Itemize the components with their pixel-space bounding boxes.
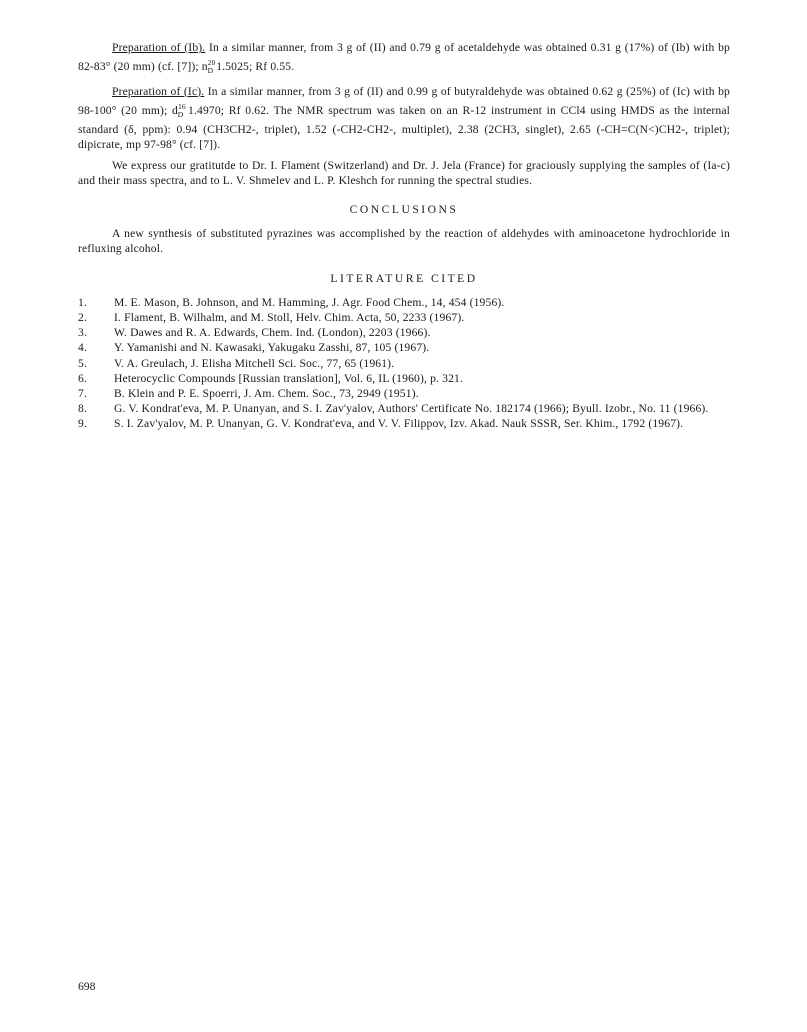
reference-number: 9. <box>78 417 87 431</box>
page-body <box>78 40 730 432</box>
reference-item <box>78 310 730 325</box>
reference-text: B. Klein and P. E. Spoerri, J. Am. Chem. Soc., 73, 2949 (1951). <box>114 387 419 400</box>
acknowledgment-text: We express our gratitutde to Dr. I. Flament (Switzerland) and Dr. J. Jela (France) for graciously supplying the samples of (Ia-c) and their mass spectra, and to L. V. Shmelev and L. P. Kleshch for running the spectral studies. <box>78 158 730 187</box>
reference-text: Heterocyclic Compounds [Russian translation], Vol. 6, IL (1960), p. 321. <box>114 371 464 385</box>
reference-number: 7. <box>78 387 87 400</box>
prep-ib-tail: 1.5025; Rf 0.55. <box>213 60 295 74</box>
prep-ic-sub: D <box>177 109 184 119</box>
prep-ic-tail: 1.4970; Rf 0.62. The NMR spectrum was taken on an R-12 instrument in CCl4 using HMDS as the internal standard (δ, ppm): 0.94 (CH3CH2-, triplet), 1.52 (-CH2-CH2-, multiplet), 2.38 (2CH3, singlet), 2.65 (-CH=C(N<)CH2-, triplet); dipicrate, mp 97-98° (cf. [7]). <box>78 103 730 152</box>
reference-item <box>78 416 730 431</box>
paragraph-prep-ib <box>78 40 730 79</box>
literature-title: LITERATURE CITED <box>330 271 478 285</box>
reference-text: V. A. Greulach, J. Elisha Mitchell Sci. Soc., 77, 65 (1961). <box>114 356 395 370</box>
reference-number: 2. <box>78 310 87 324</box>
reference-number: 3. <box>78 326 87 340</box>
conclusions-title: CONCLUSIONS <box>349 202 459 216</box>
prep-ib-heading: Preparation of (Ib). <box>112 41 206 54</box>
paragraph-prep-ic <box>78 84 730 153</box>
reference-item <box>78 356 730 371</box>
page-number: 698 <box>78 980 96 993</box>
reference-text: S. I. Zav'yalov, M. P. Unanyan, G. V. Kondrat'eva, and V. V. Filippov, Izv. Akad. Nauk SSSR, Ser. Khim., 1792 (1967). <box>114 417 684 431</box>
reference-number: 1. <box>78 295 87 309</box>
paragraph-acknowledgment <box>78 158 730 188</box>
reference-number: 4. <box>78 341 87 355</box>
prep-ic-text: In a similar manner, from 3 g of (II) and 0.99 g of butyraldehyde was obtained 0.62 g (25%) of (Ic) with bp 98-100° (20 mm); d <box>78 84 730 117</box>
reference-number: 6. <box>78 371 87 385</box>
prep-ib-sub: D <box>207 66 214 76</box>
reference-text: Y. Yamanishi and N. Kawasaki, Yakugaku Zasshi, 87, 105 (1967). <box>114 341 430 355</box>
reference-number: 8. <box>78 402 87 416</box>
reference-list <box>78 295 730 432</box>
reference-text: M. E. Mason, B. Johnson, and M. Hamming, J. Agr. Food Chem., 14, 454 (1956). <box>114 295 505 309</box>
reference-item <box>78 295 730 310</box>
reference-text: I. Flament, B. Wilhalm, and M. Stoll, Helv. Chim. Acta, 50, 2233 (1967). <box>114 310 465 324</box>
prep-ic-sup: 16 <box>177 101 186 111</box>
reference-item <box>78 340 730 355</box>
reference-item <box>78 371 730 386</box>
prep-ic-heading: Preparation of (Ic). <box>112 84 205 98</box>
reference-number: 5. <box>78 356 87 370</box>
reference-item <box>78 401 730 416</box>
reference-item <box>78 325 730 340</box>
conclusions-text: A new synthesis of substituted pyrazines was accomplished by the reaction of aldehydes with aminoacetone hydrochloride in refluxing alcohol. <box>78 227 730 256</box>
prep-ib-text: In a similar manner, from 3 g of (II) and 0.79 g of acetaldehyde was obtained 0.31 g (17%) of (Ib) with bp 82-83° (20 mm) (cf. [7]); n <box>78 41 730 74</box>
reference-item <box>78 386 730 401</box>
prep-ib-sup: 20 <box>207 58 216 68</box>
reference-text: G. V. Kondrat'eva, M. P. Unanyan, and S. I. Zav'yalov, Authors' Certificate No. 182174 (1966); Byull. Izobr., No. 11 (1966). <box>114 402 709 416</box>
reference-text: W. Dawes and R. A. Edwards, Chem. Ind. (London), 2203 (1966). <box>114 326 431 340</box>
